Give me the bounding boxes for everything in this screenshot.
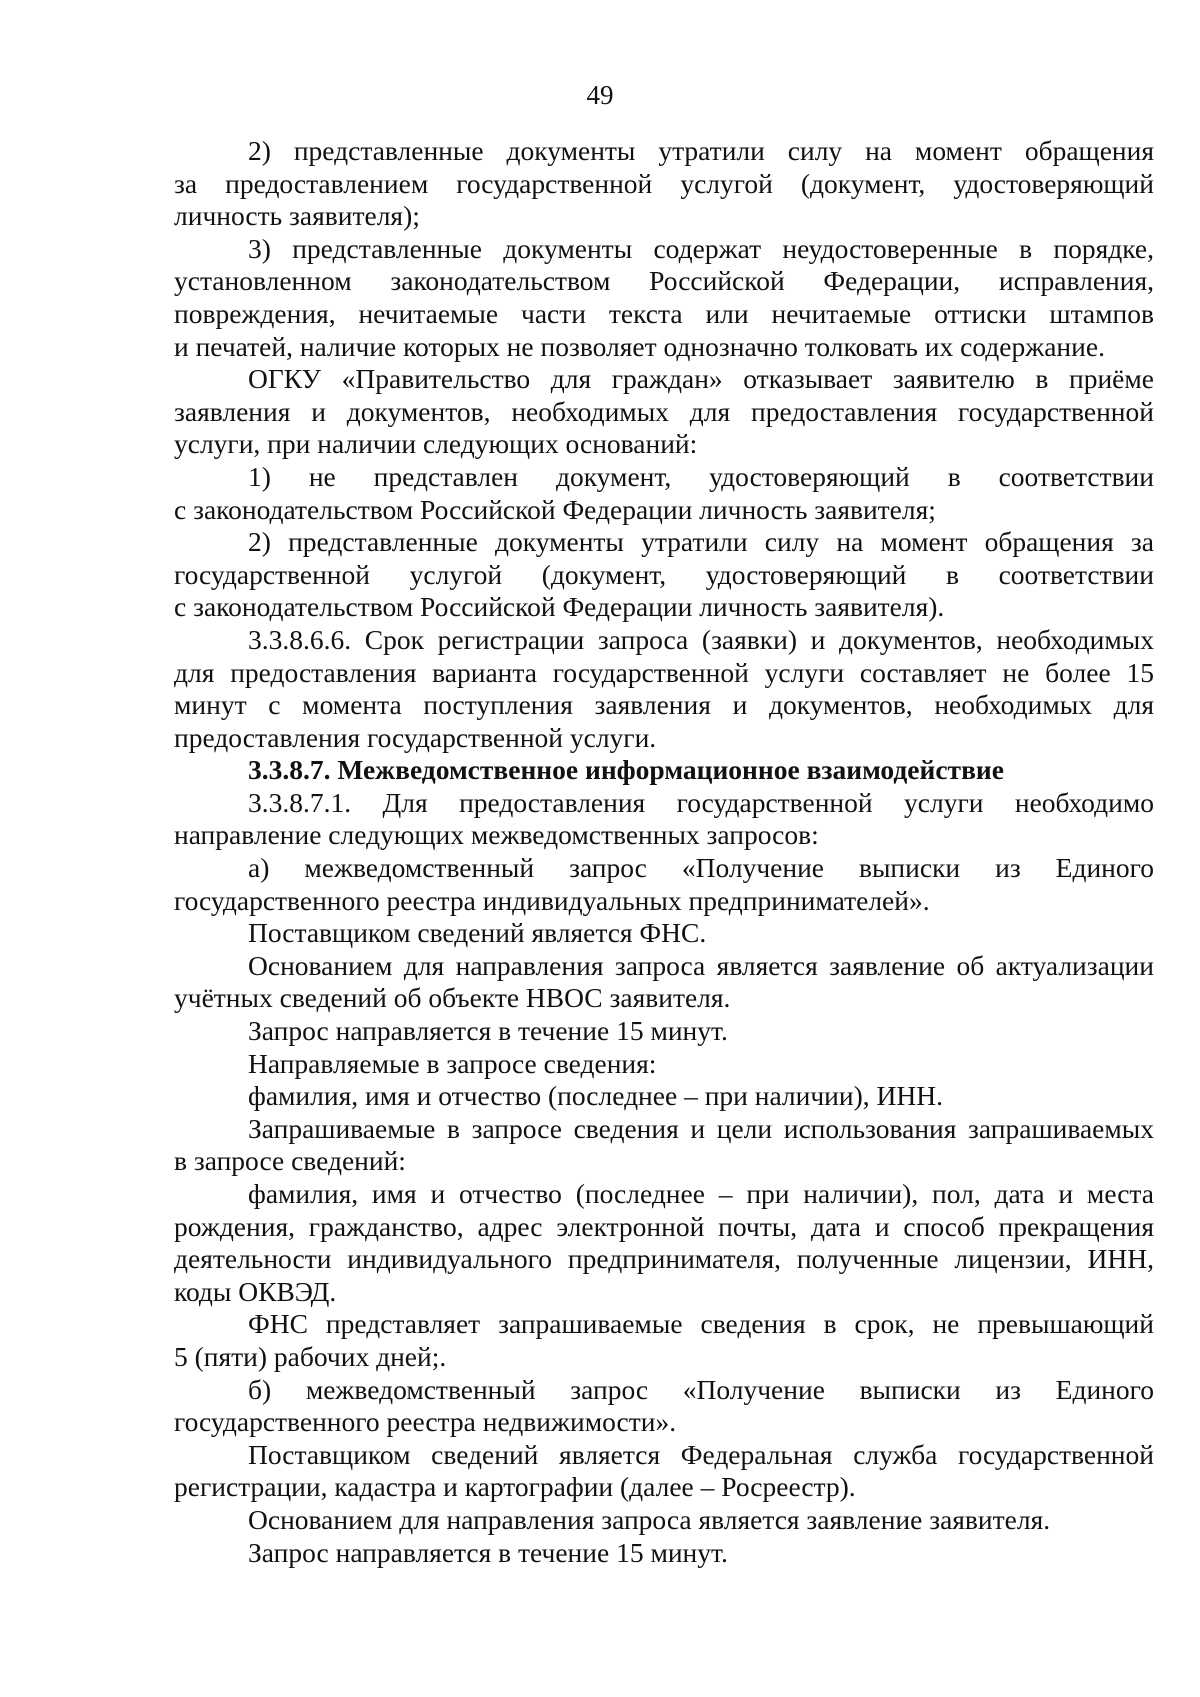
text-line: Направляемые в запросе сведения: xyxy=(248,1047,657,1079)
text-line: Запрашиваемые в запросе сведения и цели использования запрашиваемых xyxy=(248,1112,1154,1144)
text-line: государственного реестра индивидуальных предпринимателей». xyxy=(174,884,930,916)
text-line: личность заявителя); xyxy=(174,200,420,232)
text-line: и печатей, наличие которых не позволяет однозначно толковать их содержание. xyxy=(174,330,1105,362)
text-line: установленном законодательством Российской Федерации, исправления, xyxy=(174,265,1154,297)
text-line: ФНС представляет запрашиваемые сведения в срок, не превышающий xyxy=(248,1308,1154,1340)
text-line: деятельности индивидуального предпринимателя, полученные лицензии, ИНН, xyxy=(174,1243,1154,1275)
text-line: 3.3.8.7.1. Для предоставления государственной услуги необходимо xyxy=(248,786,1154,818)
text-line: в запросе сведений: xyxy=(174,1145,406,1177)
page-number: 49 xyxy=(586,80,614,110)
text-line: 3.3.8.6.6. Срок регистрации запроса (заявки) и документов, необходимых xyxy=(248,623,1154,655)
text-line: Запрос направляется в течение 15 минут. xyxy=(248,1015,728,1047)
text-line: государственного реестра недвижимости». xyxy=(174,1406,677,1438)
text-line: с законодательством Российской Федерации личность заявителя; xyxy=(174,493,936,525)
text-line: Поставщиком сведений является ФНС. xyxy=(248,917,707,949)
text-line: учётных сведений об объекте НВОС заявителя. xyxy=(174,982,731,1014)
text-line: регистрации, кадастра и картографии (далее – Росреестр). xyxy=(174,1471,856,1503)
text-line: с законодательством Российской Федерации личность заявителя). xyxy=(174,591,945,623)
text-line: государственной услугой (документ, удостоверяющий в соответствии xyxy=(174,558,1154,590)
text-line: а) межведомственный запрос «Получение выписки из Единого xyxy=(248,852,1154,884)
text-line: услуги, при наличии следующих оснований: xyxy=(174,428,698,460)
text-line: Основанием для направления запроса является заявление об актуализации xyxy=(248,949,1154,981)
document-body xyxy=(174,135,1154,1569)
text-line: 1) не представлен документ, удостоверяющий в соответствии xyxy=(248,460,1154,492)
text-line: фамилия, имя и отчество (последнее – при наличии), ИНН. xyxy=(248,1080,943,1112)
text-line: Основанием для направления запроса является заявление заявителя. xyxy=(248,1503,1051,1535)
text-line: минут с момента поступления заявления и документов, необходимых для xyxy=(174,689,1154,721)
text-line: для предоставления варианта государственной услуги составляет не более 15 xyxy=(174,656,1154,688)
text-line: направление следующих межведомственных запросов: xyxy=(174,819,819,851)
section-heading: 3.3.8.7. Межведомственное информационное взаимодействие xyxy=(248,754,1004,786)
text-line: 5 (пяти) рабочих дней;. xyxy=(174,1340,447,1372)
text-line: Поставщиком сведений является Федеральная служба государственной xyxy=(248,1438,1154,1470)
text-line: ОГКУ «Правительство для граждан» отказывает заявителю в приёме xyxy=(248,363,1154,395)
text-line: б) межведомственный запрос «Получение выписки из Единого xyxy=(248,1373,1154,1405)
text-line: 3) представленные документы содержат неудостоверенные в порядке, xyxy=(248,232,1154,264)
text-line: 2) представленные документы утратили силу на момент обращения за xyxy=(248,526,1154,558)
text-line: повреждения, нечитаемые части текста или нечитаемые оттиски штампов xyxy=(174,297,1154,329)
text-line: фамилия, имя и отчество (последнее – при наличии), пол, дата и места xyxy=(248,1178,1154,1209)
text-line: предоставления государственной услуги. xyxy=(174,721,657,753)
text-line: коды ОКВЭД. xyxy=(174,1275,337,1307)
text-line: Запрос направляется в течение 15 минут. xyxy=(248,1536,728,1568)
text-line: 2) представленные документы утратили силу на момент обращения xyxy=(248,135,1154,166)
text-line: заявления и документов, необходимых для предоставления государственной xyxy=(174,395,1154,427)
text-line: рождения, гражданство, адрес электронной почты, дата и способ прекращения xyxy=(174,1210,1154,1242)
text-line: за предоставлением государственной услугой (документ, удостоверяющий xyxy=(174,167,1154,199)
